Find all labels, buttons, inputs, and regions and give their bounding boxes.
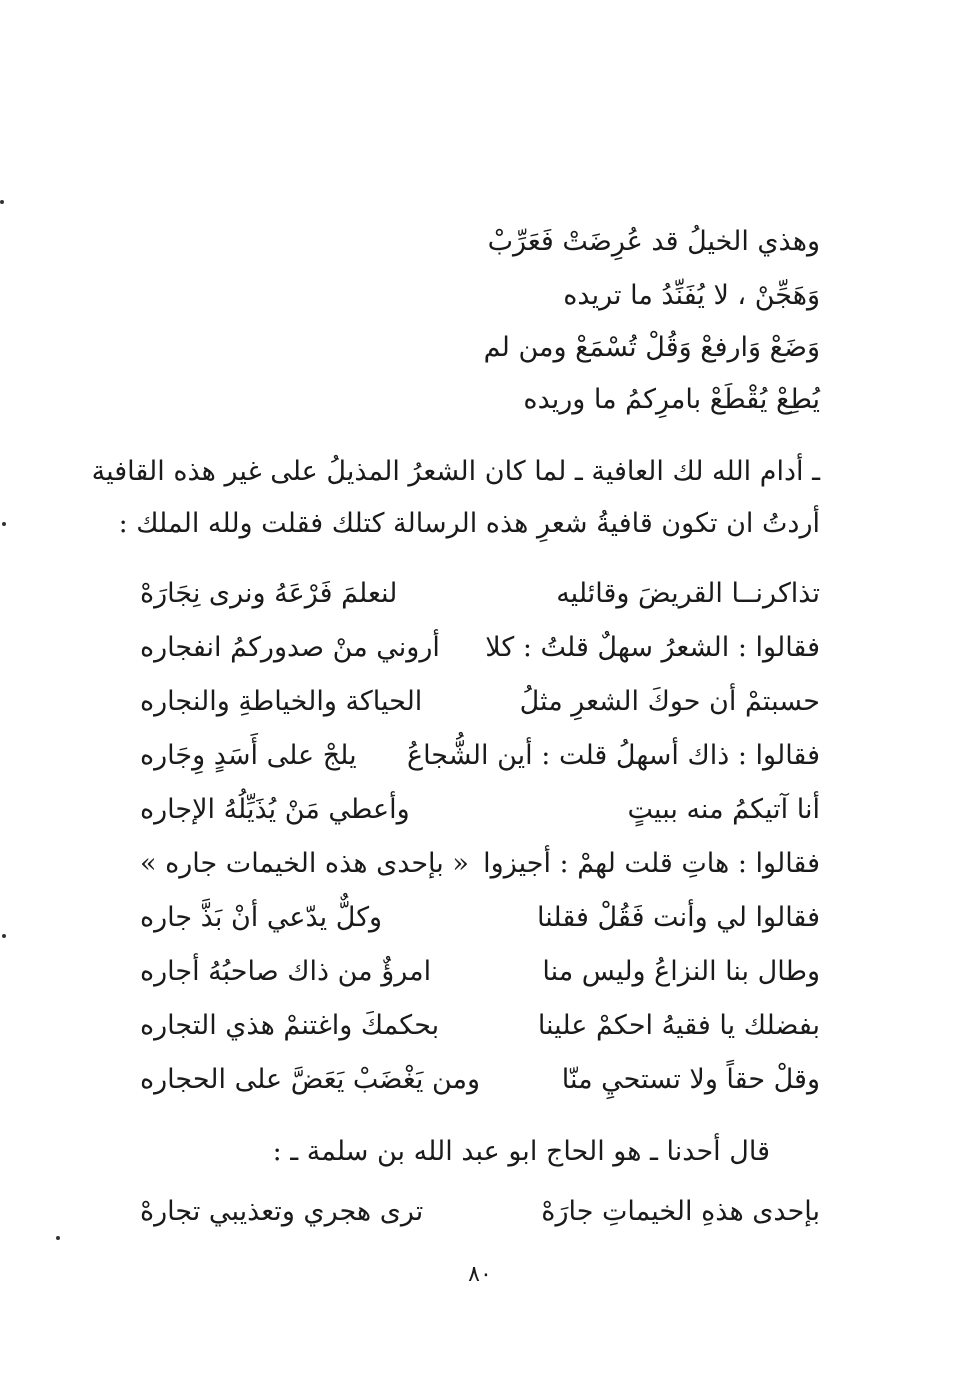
verse-second-hemistich: لنعلمَ فَرْعَهُ ونرى نِجَارَهْ: [140, 578, 398, 609]
verse-line: [140, 898, 820, 938]
verse-second-hemistich: « بإحدى هذه الخيمات جاره »: [140, 848, 469, 879]
verse-second-hemistich: امرؤٌ من ذاك صاحبُهُ أجاره: [140, 956, 432, 987]
verse-second-hemistich: يلجْ على أَسَدٍ وِجَاره: [140, 740, 357, 771]
verse-second-hemistich: ومن يَغْضَبْ يَعَضَّ على الحجاره: [140, 1064, 481, 1095]
verse-first-hemistich: حسبتمْ أن حوكَ الشعرِ مثلُ: [519, 686, 820, 717]
verse-first-hemistich: أنا آتيكمُ منه ببيتٍ: [627, 794, 820, 825]
poem-line: يُطِعْ يُقْطَعْ بامرِكمُ ما وريده: [523, 384, 820, 415]
verse-line: [140, 682, 820, 722]
verse-first-hemistich: بفضلك يا فقيهُ احكمْ علينا: [537, 1010, 820, 1041]
verse-first-hemistich: فقالوا : ذاك أسهلُ قلت : أين الشُّجاعُ: [406, 740, 820, 771]
prose-line: ـ أدام الله لك العافية ـ لما كان الشعرُ المذيلُ على غير هذه القافية: [91, 456, 820, 487]
page-number: ٨٠: [468, 1262, 492, 1287]
verse-first-hemistich: وطال بنا النزاعُ وليس منا: [542, 956, 820, 987]
poem-line: وهذي الخيلُ قد عُرِضَتْ فَعَرِّبْ: [487, 226, 820, 257]
scan-mark: [2, 522, 6, 526]
verse-line: [140, 574, 820, 614]
verse-second-hemistich: وكلٌّ يدّعي أنْ بَذَّ جاره: [140, 902, 383, 933]
verse-first-hemistich: تذاكرنــا القريضَ وقائليه: [556, 578, 820, 609]
scan-mark: [56, 1236, 60, 1240]
scan-mark: [0, 200, 4, 204]
verse-second-hemistich: وأعطي مَنْ يُذَيِّلُهُ الإجاره: [140, 794, 410, 825]
verse-line: [140, 952, 820, 992]
verse-second-hemistich: ترى هجري وتعذيبي تجارهْ: [140, 1196, 424, 1227]
poem-line: وَضَعْ وَارفعْ وَقُلْ تُسْمَعْ ومن لم: [483, 332, 820, 363]
verse-first-hemistich: وقلْ حقاً ولا تستحيِ منّا: [561, 1064, 820, 1095]
scan-mark: [2, 934, 6, 938]
verse-line: [140, 628, 820, 668]
prose-line: أردتُ ان تكون قافيةُ شعرِ هذه الرسالة كتلك فقلت ولله الملك :: [118, 508, 820, 539]
verse-second-hemistich: بحكمكَ واغتنمْ هذي التجاره: [140, 1010, 440, 1041]
verse-first-hemistich: فقالوا لي وأنت فَقُلْ فقلنا: [537, 902, 820, 933]
verse-first-hemistich: فقالوا : الشعرُ سهلٌ قلتُ : كلا: [485, 632, 820, 663]
verse-second-hemistich: الحياكة والخياطةِ والنجاره: [140, 686, 423, 717]
verse-line: [140, 844, 820, 884]
verse-line: [140, 1006, 820, 1046]
verse-first-hemistich: فقالوا : هاتِ قلت لهمْ : أجيزوا: [483, 848, 820, 879]
verse-line: [140, 1192, 820, 1232]
intro-line: قال أحدنا ـ هو الحاج ابو عبد الله بن سلمة ـ :: [272, 1136, 770, 1167]
verse-line: [140, 736, 820, 776]
verse-line: [140, 1060, 820, 1100]
verse-second-hemistich: أروني منْ صدوركمُ انفجاره: [140, 632, 440, 663]
poem-line: وَهَجِّنْ ، لا يُفَنِّدُ ما تريده: [563, 280, 820, 311]
verse-line: [140, 790, 820, 830]
verse-first-hemistich: بإحدى هذهِ الخيماتِ جارَهْ: [541, 1196, 820, 1227]
